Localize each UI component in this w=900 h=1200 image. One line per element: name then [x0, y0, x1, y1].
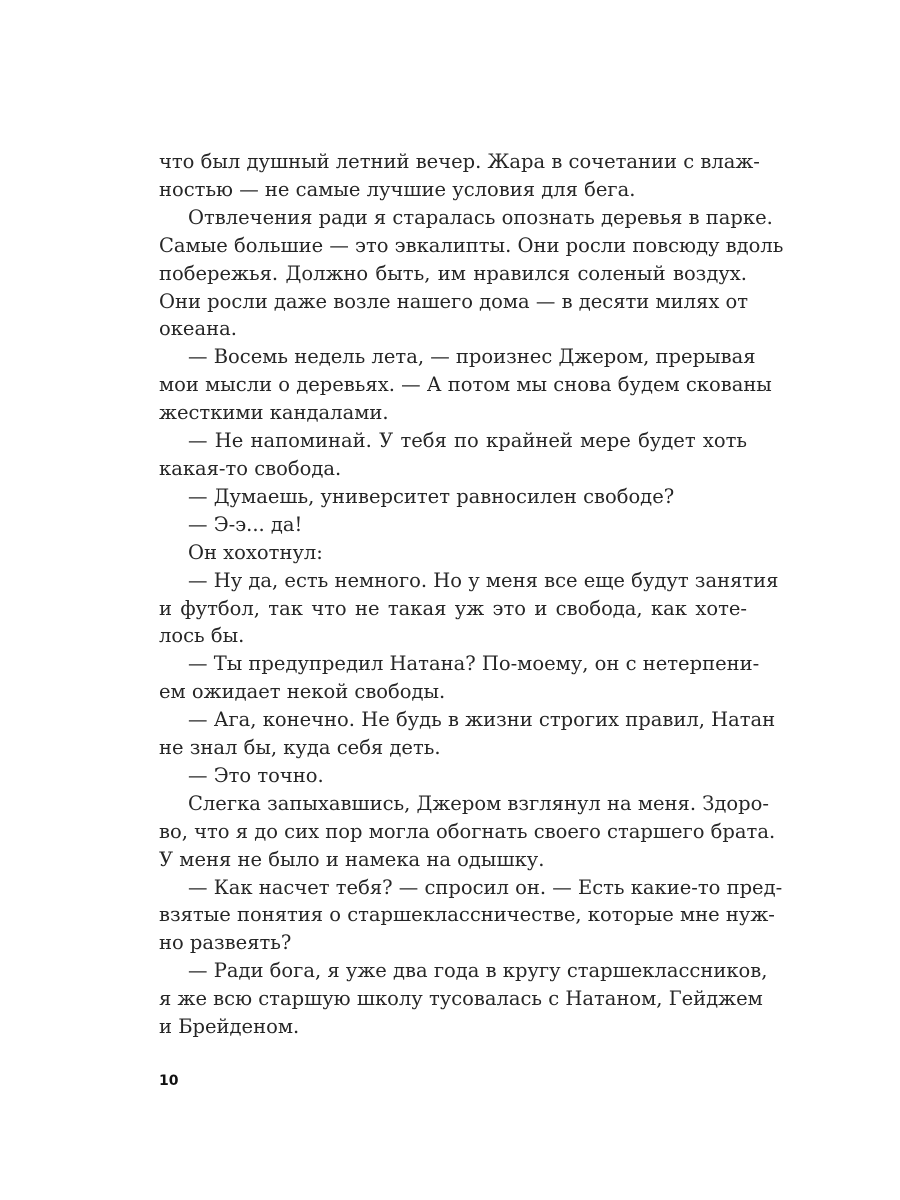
paragraph	[159, 957, 768, 1041]
paragraph	[159, 874, 783, 958]
text-line: побережья. Должно быть, им нравился соленый воздух.	[159, 261, 747, 285]
paragraph	[159, 483, 747, 511]
text-line: — Думаешь, университет равносилен свободе?	[188, 484, 675, 508]
paragraph	[159, 790, 776, 874]
text-line: — Восемь недель лета, — произнес Джером, прерывая	[188, 345, 756, 369]
text-line: — Ты предупредил Натана? По-моему, он с нетерпени-	[188, 652, 760, 676]
text-line: взятые понятия о старшеклассничестве, которые мне нуж-	[159, 903, 775, 927]
text-line: — Не напоминай. У тебя по крайней мере будет хоть	[188, 429, 747, 453]
text-line: ностью — не самые лучшие условия для бега.	[159, 177, 636, 201]
paragraph	[159, 148, 760, 204]
text-line: во, что я до сих пор могла обогнать своего старшего брата.	[159, 819, 776, 843]
text-line: Самые большие — это эвкалипты. Они росли повсюду вдоль	[159, 233, 784, 257]
text-line: — Ага, конечно. Не будь в жизни строгих правил, Натан	[188, 708, 776, 732]
text-line: мои мысли о деревьях. — А потом мы снова будем скованы	[159, 373, 772, 397]
text-line: Отвлечения ради я старалась опознать деревья в парке.	[188, 205, 773, 229]
text-line: Они росли даже возле нашего дома — в десяти милях от	[159, 289, 749, 313]
text-line: какая-то свобода.	[159, 456, 342, 480]
paragraph	[159, 762, 747, 790]
text-line: не знал бы, куда себя деть.	[159, 736, 441, 760]
text-line: — Как насчет тебя? — спросил он. — Есть какие-то пред-	[188, 875, 783, 899]
text-line: ем ожидает некой свободы.	[159, 680, 446, 704]
paragraph	[159, 567, 779, 651]
page-body-text	[159, 148, 784, 1041]
text-line: и футбол, так что не такая уж это и свобода, как хоте-	[159, 596, 747, 620]
paragraph	[159, 539, 747, 567]
text-line: что был душный летний вечер. Жара в сочетании с влаж-	[159, 150, 760, 173]
paragraph	[159, 343, 772, 427]
text-line: океана.	[159, 317, 237, 341]
paragraph	[159, 204, 784, 344]
text-line: — Ну да, есть немного. Но у меня все еще будут занятия	[188, 568, 779, 592]
text-line: Слегка запыхавшись, Джером взглянул на меня. Здоро-	[188, 791, 769, 815]
page-number: 10	[159, 1073, 179, 1089]
text-line: Он хохотнул:	[188, 540, 323, 564]
text-line: — Ради бога, я уже два года в кругу старшеклассников,	[188, 959, 768, 983]
paragraph	[159, 427, 747, 483]
paragraph	[159, 650, 760, 706]
text-line: лось бы.	[159, 624, 245, 648]
text-line: я же всю старшую школу тусовалась с Натаном, Гейджем	[159, 987, 763, 1011]
text-line: — Это точно.	[188, 763, 324, 787]
text-line: жесткими кандалами.	[159, 401, 389, 425]
paragraph	[159, 511, 747, 539]
text-line: но развеять?	[159, 931, 292, 955]
text-line: и Брейденом.	[159, 1015, 300, 1039]
text-line: У меня не было и намека на одышку.	[159, 847, 545, 871]
paragraph	[159, 706, 776, 762]
text-line: — Э-э... да!	[188, 512, 303, 536]
